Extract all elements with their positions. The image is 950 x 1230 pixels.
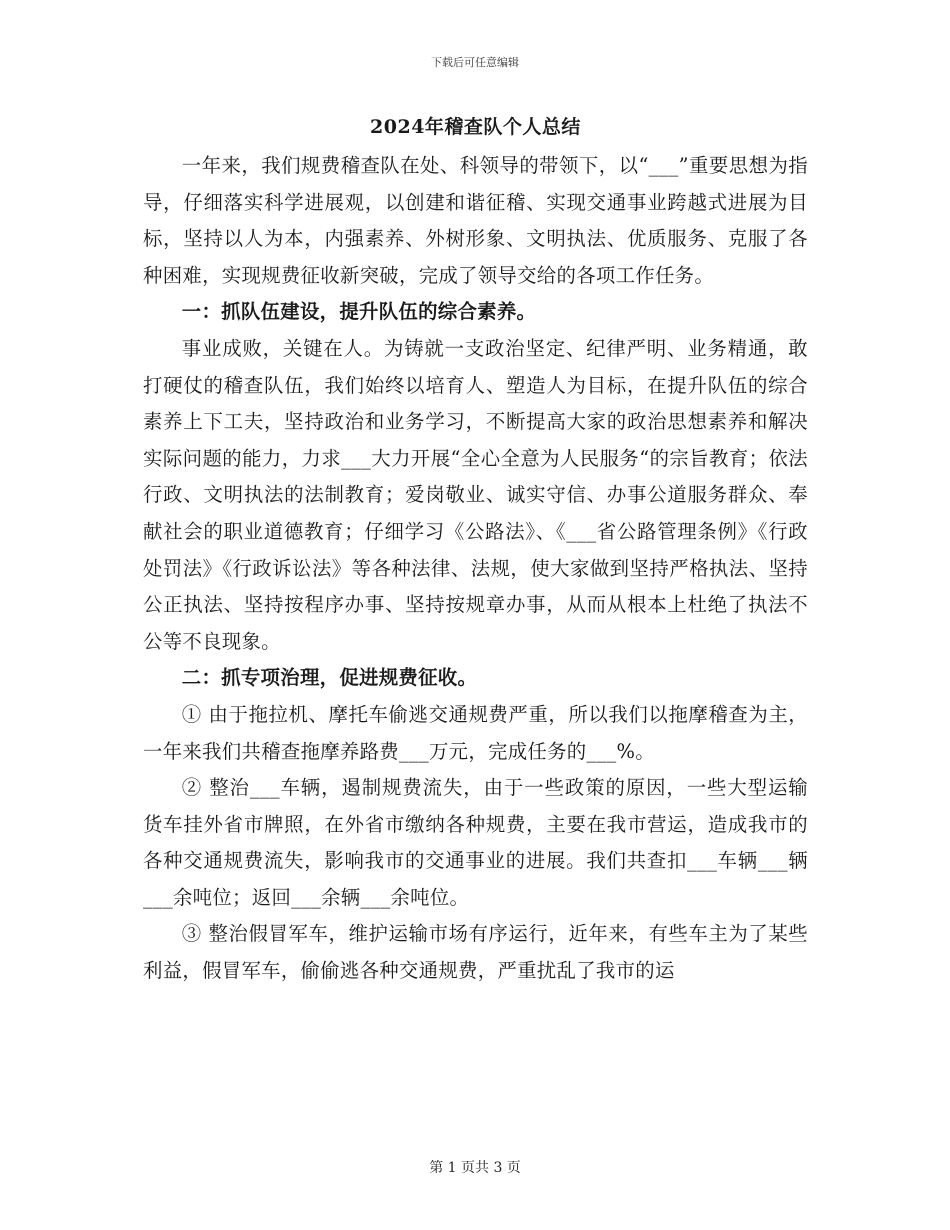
- section-1-paragraph: 事业成败，关键在人。为铸就一支政治坚定、纪律严明、业务精通，敢打硬仗的稽查队伍，我们始终以培育人、塑造人为目标，在提升队伍的综合素养上下工夫，坚持政治和业务学习，不断提高大家的政治思想素养和解决实际问题的能力，力求___大力开展“全心全意为人民服务“的宗旨教育；依法行政、文明执法的法制教育；爱岗敬业、诚实守信、办事公道服务群众、奉献社会的职业道德教育；仔细学习《公路法》、《___省公路管理条例》《行政处罚法》《行政诉讼法》等各种法律、法规，使大家做到坚持严格执法、坚持公正执法、坚持按程序办事、坚持按规章办事，从而从根本上杜绝了执法不公等不良现象。: [143, 336, 808, 653]
- section-1-heading: 一：抓队伍建设，提升队伍的综合素养。: [181, 300, 537, 324]
- section-2-item-1: ① 由于拖拉机、摩托车偷逃交通规费严重，所以我们以拖摩稽查为主，一年来我们共稽查拖摩养路费___万元，完成任务的___%。: [143, 702, 808, 763]
- section-2-item-2: ② 整治___车辆，遏制规费流失，由于一些政策的原因，一些大型运输货车挂外省市牌照，在外省市缴纳各种规费，主要在我市营运，造成我市的各种交通规费流失，影响我市的交通事业的进展。我们共查扣___车辆___辆___余吨位；返回___余辆___余吨位。: [143, 776, 808, 909]
- page-number-footer: 第 1 页共 3 页: [429, 1160, 521, 1176]
- section-2-heading: 二：抓专项治理，促进规费征收。: [181, 666, 478, 690]
- header-note: 下载后可任意编辑: [431, 56, 519, 69]
- document-title: 2024年稽查队个人总结: [370, 116, 581, 138]
- document-body: [143, 112, 808, 990]
- intro-paragraph: 一年来，我们规费稽查队在处、科领导的带领下，以“___”重要思想为指导，仔细落实科学进展观，以创建和谐征稽、实现交通事业跨越式进展为目标，坚持以人为本，内强素养、外树形象、文明执法、优质服务、克服了各种困难，实现规费征收新突破，完成了领导交给的各项工作任务。: [143, 154, 808, 287]
- section-2-item-3: ③ 整治假冒军车，维护运输市场有序运行，近年来，有些车主为了某些利益，假冒军车，偷偷逃各种交通规费，严重扰乱了我市的运: [143, 922, 808, 983]
